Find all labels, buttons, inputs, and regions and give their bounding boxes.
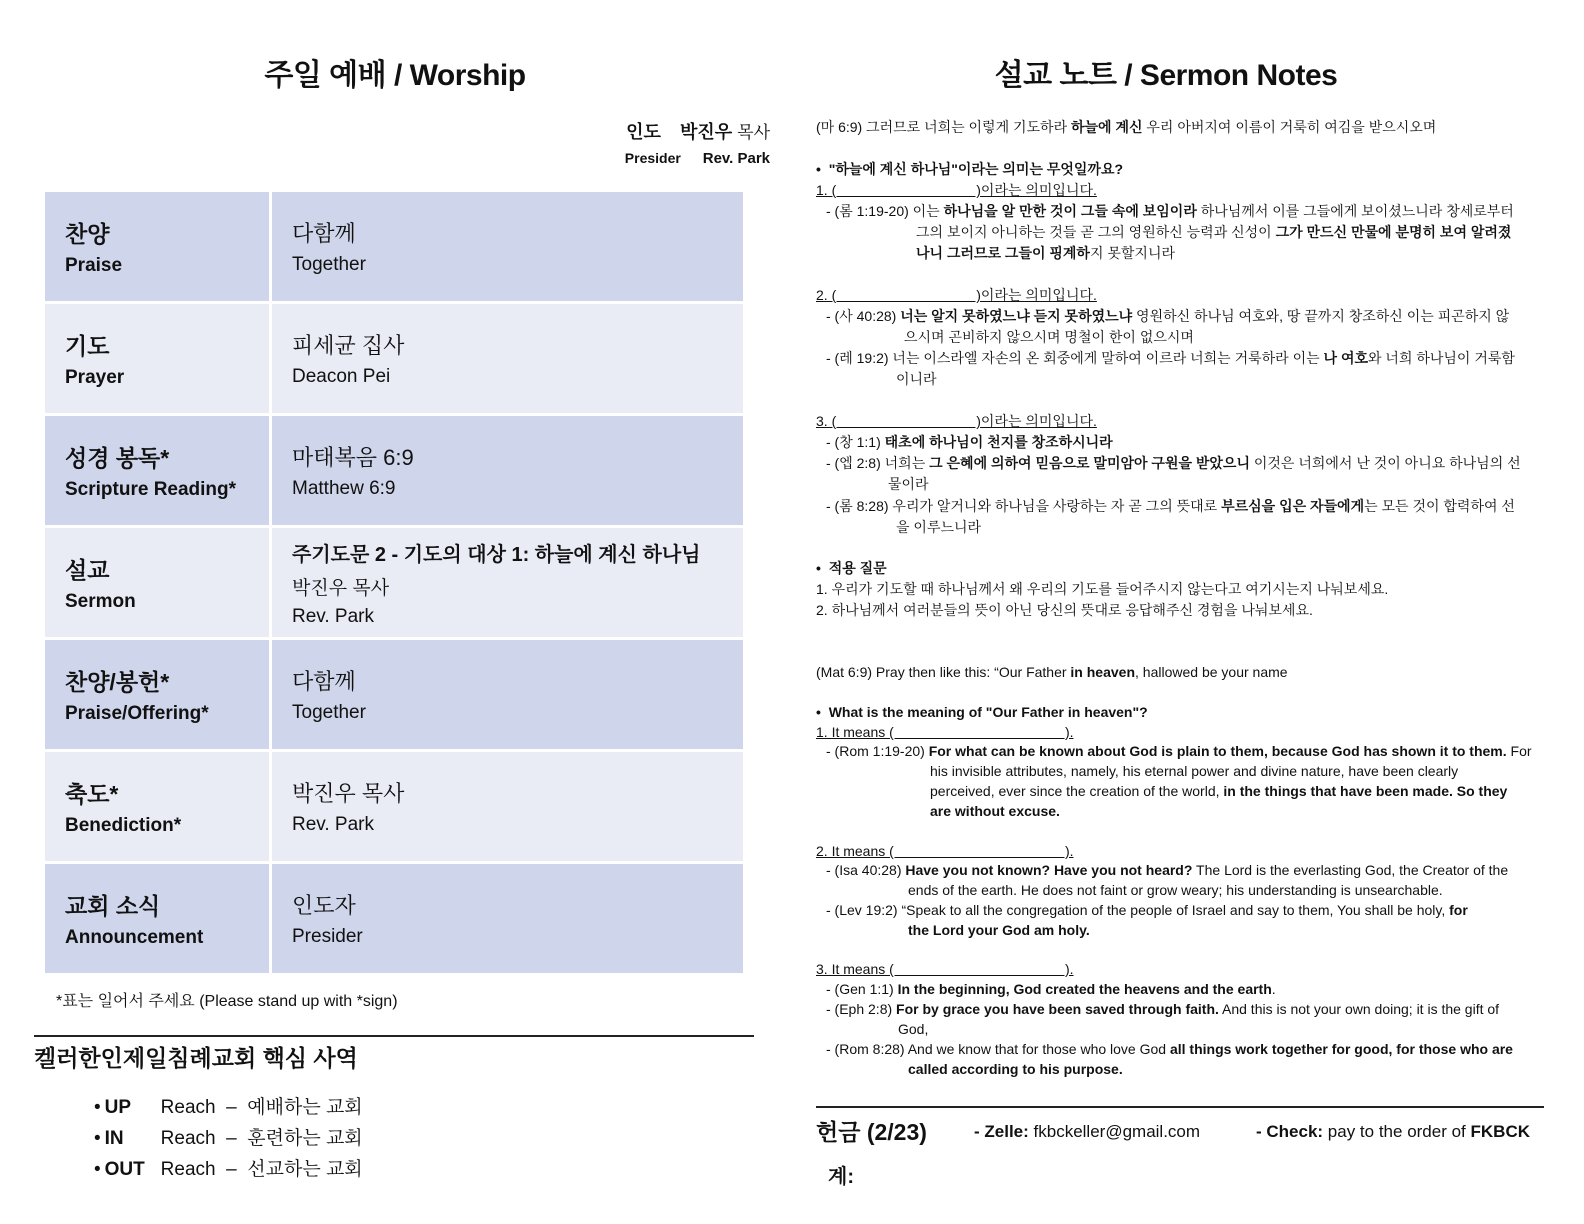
presider-ko-label: 인도 <box>626 122 661 142</box>
item-en: Prayer <box>65 367 125 388</box>
ministry-text: Reach – 예배하는 교회 <box>160 1097 363 1118</box>
en-question: • What is the meaning of "Our Father in heaven"? <box>816 704 1148 720</box>
ko-ref: - (창 1:1) 태초에 하나님이 천지를 창조하시니라 <box>826 434 1113 450</box>
ko-blank-3: 3. ( )이라는 의미입니다. <box>816 413 1097 429</box>
en-ref: - (Gen 1:1) In the beginning, God created the heavens and the earth. <box>826 981 1276 997</box>
ko-ref-cont: 을 이루느니라 <box>896 519 982 535</box>
ko-ref-cont: 물이라 <box>888 476 929 492</box>
item-detail: 다함께 <box>292 669 356 694</box>
stand-note: *표는 일어서 주세요 (Please stand up with *sign) <box>56 993 398 1010</box>
ko-ref: - (레 19:2) 너는 이스라엘 자손의 온 회중에게 말하여 이르라 너희는 거룩하라 이는 나 여호와 너희 하나님이 거룩함 <box>826 350 1515 366</box>
offering-total-label: 계: <box>828 1166 854 1188</box>
sermon-title: 주기도문 2 - 기도의 대상 1: 하늘에 계신 하나님 <box>292 543 701 566</box>
en-ref: - (Rom 1:19-20) For what can be known about God is plain to them, because God has shown it to them. For <box>826 743 1532 759</box>
item-ko: 찬양/봉헌* <box>65 669 170 695</box>
presider-ko-name: 박진우 <box>679 122 733 142</box>
en-blank-3: 3. It means ( ). <box>816 961 1074 977</box>
item-en: Scripture Reading* <box>65 479 237 500</box>
item-detail-en: Deacon Pei <box>292 366 391 387</box>
table-row <box>45 192 743 303</box>
item-detail-en: Matthew 6:9 <box>292 478 396 499</box>
en-ref-cont: ends of the earth. He does not faint or grow weary; his understanding is unsearchable. <box>908 882 1443 898</box>
item-ko: 기도 <box>65 333 110 359</box>
item-detail-en: Rev. Park <box>292 605 375 627</box>
ko-ref-cont: 이니라 <box>896 371 937 387</box>
ko-blank-2: 2. ( )이라는 의미입니다. <box>816 287 1097 303</box>
ko-apply-q1: 1. 우리가 기도할 때 하나님께서 왜 우리의 기도를 들어주시지 않는다고 여기시는지 나눠보세요. <box>816 581 1389 597</box>
ministry-item: • OUT Reach – 선교하는 교회 <box>94 1159 363 1180</box>
en-verse: (Mat 6:9) Pray then like this: “Our Father in heaven, hallowed be your name <box>816 664 1288 680</box>
item-ko: 찬양 <box>65 221 110 247</box>
divider <box>34 1035 754 1037</box>
item-detail-en: Presider <box>292 926 363 947</box>
en-ref-cont: perceived, ever since the creation of the world, in the things that have been made. So they <box>930 783 1508 799</box>
item-detail-en: Together <box>292 702 366 723</box>
presider-en-label: Presider <box>624 150 681 166</box>
offering-zelle: - Zelle: fkbckeller@gmail.com <box>974 1122 1201 1141</box>
presider-block <box>590 118 770 167</box>
divider <box>816 1106 1544 1108</box>
table-row <box>45 751 743 863</box>
ministry-tag: OUT <box>104 1159 145 1180</box>
presider-en-name: Rev. Park <box>702 150 770 167</box>
item-detail: 인도자 <box>292 893 356 918</box>
ministry-item: • UP Reach – 예배하는 교회 <box>94 1097 363 1118</box>
item-detail: 마태복음 6:9 <box>292 445 414 470</box>
item-en: Sermon <box>65 591 136 612</box>
item-en: Announcement <box>65 927 204 948</box>
offering-title: 헌금 (2/23) <box>816 1119 927 1145</box>
item-detail-en: Rev. Park <box>292 814 375 835</box>
ko-ref: - (사 40:28) 너는 알지 못하였느냐 듣지 못하였느냐 영원하신 하나님 여호와, 땅 끝까지 창조하신 이는 피곤하지 않 <box>826 308 1510 324</box>
notes-title: 설교 노트 / Sermon Notes <box>994 59 1338 92</box>
item-detail: 박진우 목사 <box>292 577 390 599</box>
en-ref-cont: God, <box>898 1021 929 1037</box>
en-blank-1: 1. It means ( ). <box>816 724 1074 740</box>
ko-ref-cont: 그의 보이지 아니하는 것들 곧 그의 영원하신 능력과 신성이 그가 만드신 만물에 분명히 보여 알려졌 <box>916 224 1512 240</box>
ko-ref-cont: 으시며 곤비하지 않으시며 명철이 한이 없으시며 <box>904 329 1194 345</box>
table-row <box>45 527 743 639</box>
table-row <box>45 863 743 975</box>
en-ref: - (Lev 19:2) “Speak to all the congregation of the people of Israel and say to them, You shall be holy, for <box>826 902 1468 918</box>
ministry-tag: IN <box>104 1128 124 1149</box>
ko-question: • "하늘에 계신 하나님"이라는 의미는 무엇일까요? <box>816 161 1124 177</box>
en-ref-cont: his invisible attributes, namely, his eternal power and divine nature, have been clearly <box>930 763 1459 779</box>
en-ref-cont: are without excuse. <box>930 803 1060 819</box>
item-detail: 다함께 <box>292 221 356 246</box>
item-ko: 성경 봉독* <box>65 445 170 471</box>
item-ko: 교회 소식 <box>65 893 161 919</box>
ko-ref: - (롬 1:19-20) 이는 하나님을 알 만한 것이 그들 속에 보임이라 하나님께서 이를 그들에게 보이셨느니라 창세로부터 <box>826 203 1514 219</box>
item-en: Praise <box>65 255 123 276</box>
ko-apply-heading: • 적용 질문 <box>816 560 887 576</box>
ministry-text: Reach – 훈련하는 교회 <box>160 1128 363 1149</box>
ko-verse: (마 6:9) 그러므로 너희는 이렇게 기도하라 하늘에 계신 우리 아버지여 이름이 거룩히 여김을 받으시오며 <box>816 119 1437 135</box>
ministry-text: Reach – 선교하는 교회 <box>160 1159 363 1180</box>
en-ref: - (Eph 2:8) For by grace you have been saved through faith. And this is not your own doing; it is the gift of <box>826 1001 1500 1017</box>
table-row <box>45 639 743 751</box>
presider-ko-title: 목사 <box>737 123 770 142</box>
worship-title: 주일 예배 / Worship <box>264 59 526 92</box>
ministry-title: 켈러한인제일침례교회 핵심 사역 <box>34 1045 358 1071</box>
item-detail: 박진우 목사 <box>292 781 405 806</box>
table-row <box>45 303 743 415</box>
order-of-worship-table <box>45 192 743 976</box>
en-ref: - (Rom 8:28) And we know that for those who love God all things work together for good, for those who are <box>826 1041 1513 1057</box>
en-ref-cont: the Lord your God am holy. <box>908 922 1090 938</box>
item-en: Praise/Offering* <box>65 703 209 724</box>
worship-page <box>30 0 770 1224</box>
ministry-tag: UP <box>104 1097 132 1118</box>
ministry-item: • IN Reach – 훈련하는 교회 <box>94 1128 363 1149</box>
ko-ref: - (엡 2:8) 너희는 그 은혜에 의하여 믿음으로 말미암아 구원을 받았으니 이것은 너희에서 난 것이 아니요 하나님의 선 <box>826 455 1521 471</box>
item-ko: 설교 <box>65 557 110 583</box>
offering-check: - Check: pay to the order of FKBCK <box>1256 1122 1530 1141</box>
ko-ref: - (롬 8:28) 우리가 알거니와 하나님을 사랑하는 자 곧 그의 뜻대로 부르심을 입은 자들에게는 모든 것이 합력하여 선 <box>826 498 1515 514</box>
item-detail: 피세균 집사 <box>292 333 405 358</box>
item-ko: 축도* <box>65 781 119 807</box>
en-blank-2: 2. It means ( ). <box>816 843 1074 859</box>
table-row <box>45 415 743 527</box>
en-ref-cont: called according to his purpose. <box>908 1061 1123 1077</box>
ko-ref-cont: 나니 그러므로 그들이 핑계하지 못할지니라 <box>916 245 1176 261</box>
item-en: Benediction* <box>65 815 182 836</box>
ko-blank-1: 1. ( )이라는 의미입니다. <box>816 182 1097 198</box>
item-detail-en: Together <box>292 254 366 275</box>
sermon-notes-page <box>816 0 1556 1224</box>
ko-apply-q2: 2. 하나님께서 여러분들의 뜻이 아닌 당신의 뜻대로 응답해주신 경험을 나눠보세요. <box>816 602 1313 618</box>
en-ref: - (Isa 40:28) Have you not known? Have you not heard? The Lord is the everlasting God, the Creator of the <box>826 862 1509 878</box>
